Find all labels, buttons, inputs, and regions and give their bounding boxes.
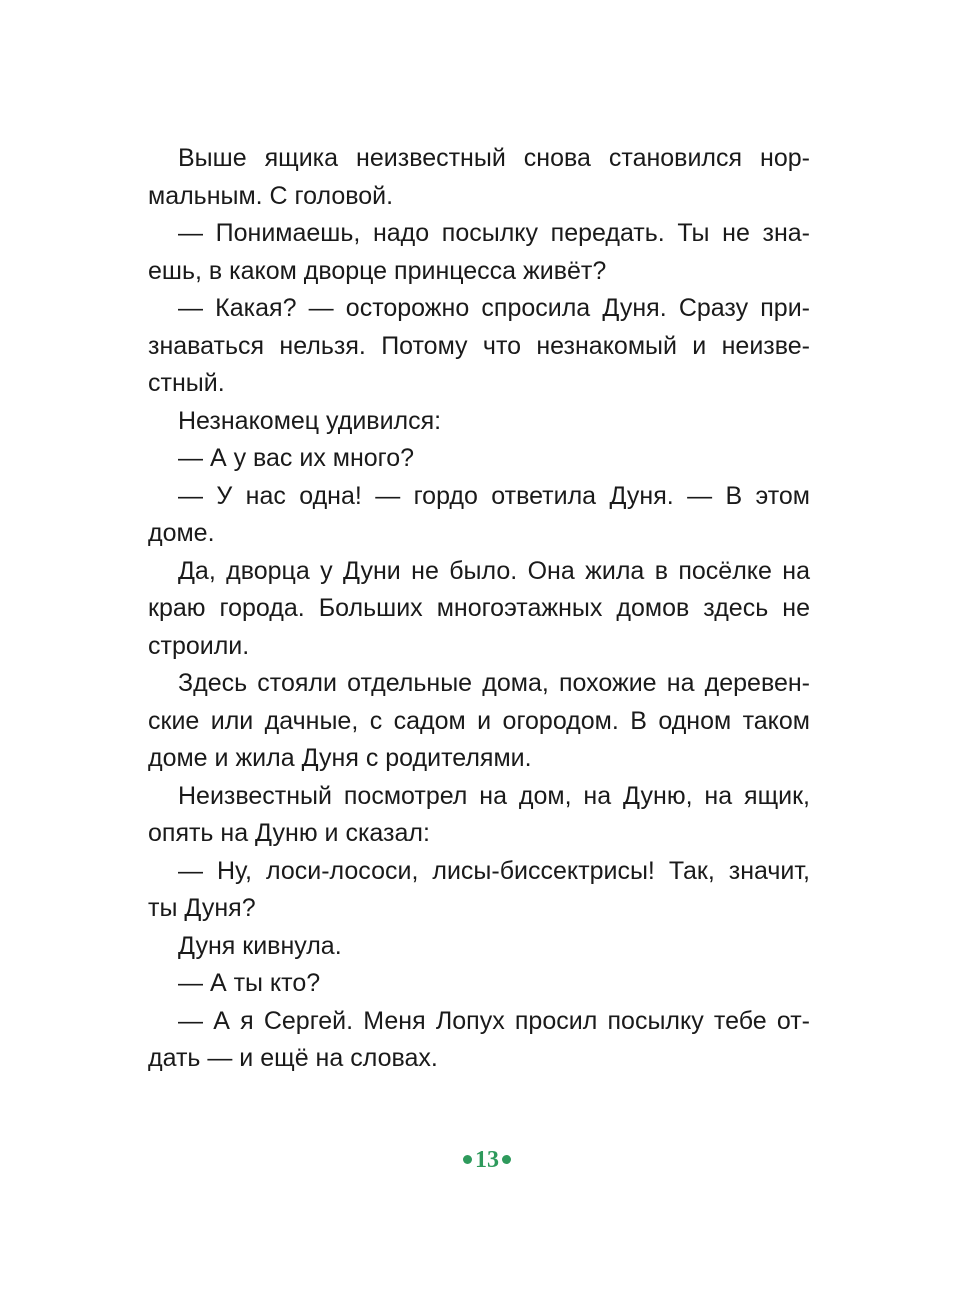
book-page-text	[148, 140, 810, 1078]
page-number-value: 13	[475, 1147, 499, 1173]
paragraph: Незнакомец удивился:	[178, 406, 442, 435]
paragraph: — У нас одна! — гордо ответила Дуня. — В этом доме.	[148, 481, 810, 547]
paragraph: — Ну, лоси-лососи, лисы-биссектрисы! Так, значит, ты Дуня?	[148, 856, 810, 922]
paragraph: — Какая? — осторожно спросила Дуня. Сразу признаваться нельзя. Потому что незнакомый и неизвестный.	[148, 294, 810, 397]
paragraph: — А у вас их много?	[178, 444, 415, 472]
page-number	[0, 1142, 974, 1178]
paragraph: — Понимаешь, надо посылку передать. Ты не знаешь, в каком дворце принцесса живёт?	[148, 219, 810, 285]
paragraph: Неизвестный посмотрел на дом, на Дуню, на ящик, опять на Дуню и сказал:	[148, 781, 810, 847]
paragraph: Дуня кивнула.	[178, 931, 342, 960]
paragraph: — А ты кто?	[178, 969, 321, 997]
paragraph: — А я Сергей. Меня Лопух просил посылку тебе отдать — и ещё на словах.	[148, 1006, 810, 1072]
bullet-dot-icon	[502, 1155, 511, 1164]
paragraph: Здесь стояли отдельные дома, похожие на деревенские или дачные, с садом и огородом. В одном таком доме и жила Дуня с родителями.	[148, 669, 810, 772]
paragraph: Да, дворца у Дуни не было. Она жила в посёлке на краю города. Больших многоэтажных домов здесь не строили.	[148, 556, 810, 660]
bullet-dot-icon	[463, 1155, 472, 1164]
paragraph: Выше ящика неизвестный снова становился нормальным. С головой.	[148, 144, 810, 210]
